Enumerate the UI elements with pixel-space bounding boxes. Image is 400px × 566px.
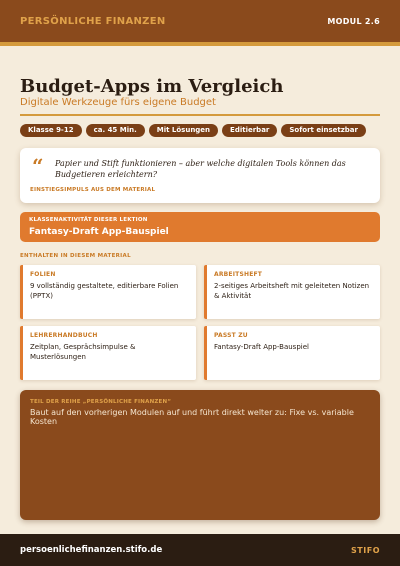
card-description: 9 vollständig gestaltete, editierbare Folien (PPTX) <box>30 282 179 300</box>
tag-duration: ca. 45 Min. <box>86 124 145 137</box>
quote-source: EINSTIEGSIMPULS AUS DEM MATERIAL <box>30 187 156 193</box>
card-description: 2-seitiges Arbeitsheft mit geleiteten Notizen & Aktivität <box>214 282 370 300</box>
header-divider <box>0 42 400 46</box>
activity-banner <box>20 212 380 242</box>
card-slides <box>20 265 196 319</box>
card-title: ARBEITSHEFT <box>214 271 263 278</box>
footer-bar <box>0 534 400 566</box>
page-subtitle: Digitale Werkzeuge fürs eigene Budget <box>20 97 216 108</box>
brand-label: PERSÖNLICHE FINANZEN <box>20 15 166 27</box>
activity-label: KLASSENAKTIVITÄT DIESER LEKTION <box>29 217 148 223</box>
footer-logo: STIFO <box>351 545 380 555</box>
tag-grade: Klasse 9-12 <box>20 124 82 137</box>
page-title: Budget-Apps im Vergleich <box>20 76 284 97</box>
tag-editable: Editierbar <box>222 124 277 137</box>
footer-url-link[interactable]: persoenlichefinanzen.stifo.de <box>20 545 163 555</box>
card-title: FOLIEN <box>30 271 56 278</box>
card-fits-with <box>204 326 380 380</box>
card-workbook <box>204 265 380 319</box>
tag-ready: Sofort einsetzbar <box>281 124 366 137</box>
quote-box <box>20 148 380 203</box>
card-description: Zeitplan, Gesprächsimpulse & Musterlösungen <box>30 343 136 361</box>
module-label: MODUL 2.6 <box>327 16 380 26</box>
activity-value: Fantasy-Draft App-Bauspiel <box>29 227 169 237</box>
quote-text: Papier und Stift funktionieren – aber welche digitalen Tools können das Budgetieren erleichtern? <box>55 159 346 179</box>
series-text: Baut auf den vorherigen Modulen auf und führt direkt welter zu: Fixe vs. variable Kosten <box>30 408 354 426</box>
quote-mark-icon: “ <box>32 154 44 178</box>
series-box <box>20 390 380 520</box>
card-teacher-guide <box>20 326 196 380</box>
card-description: Fantasy-Draft App-Bauspiel <box>214 343 309 351</box>
tag-solutions: Mit Lösungen <box>149 124 218 137</box>
tag-list <box>20 124 366 137</box>
card-title: PASST ZU <box>214 332 248 339</box>
series-label: TEIL DER REIHE „PERSÖNLICHE FINANZEN“ <box>30 399 172 405</box>
card-title: LEHRERHANDBUCH <box>30 332 98 339</box>
top-header-bar <box>0 0 400 42</box>
contents-heading: ENTHALTEN IN DIESEM MATERIAL <box>20 253 131 259</box>
title-divider <box>20 114 380 116</box>
